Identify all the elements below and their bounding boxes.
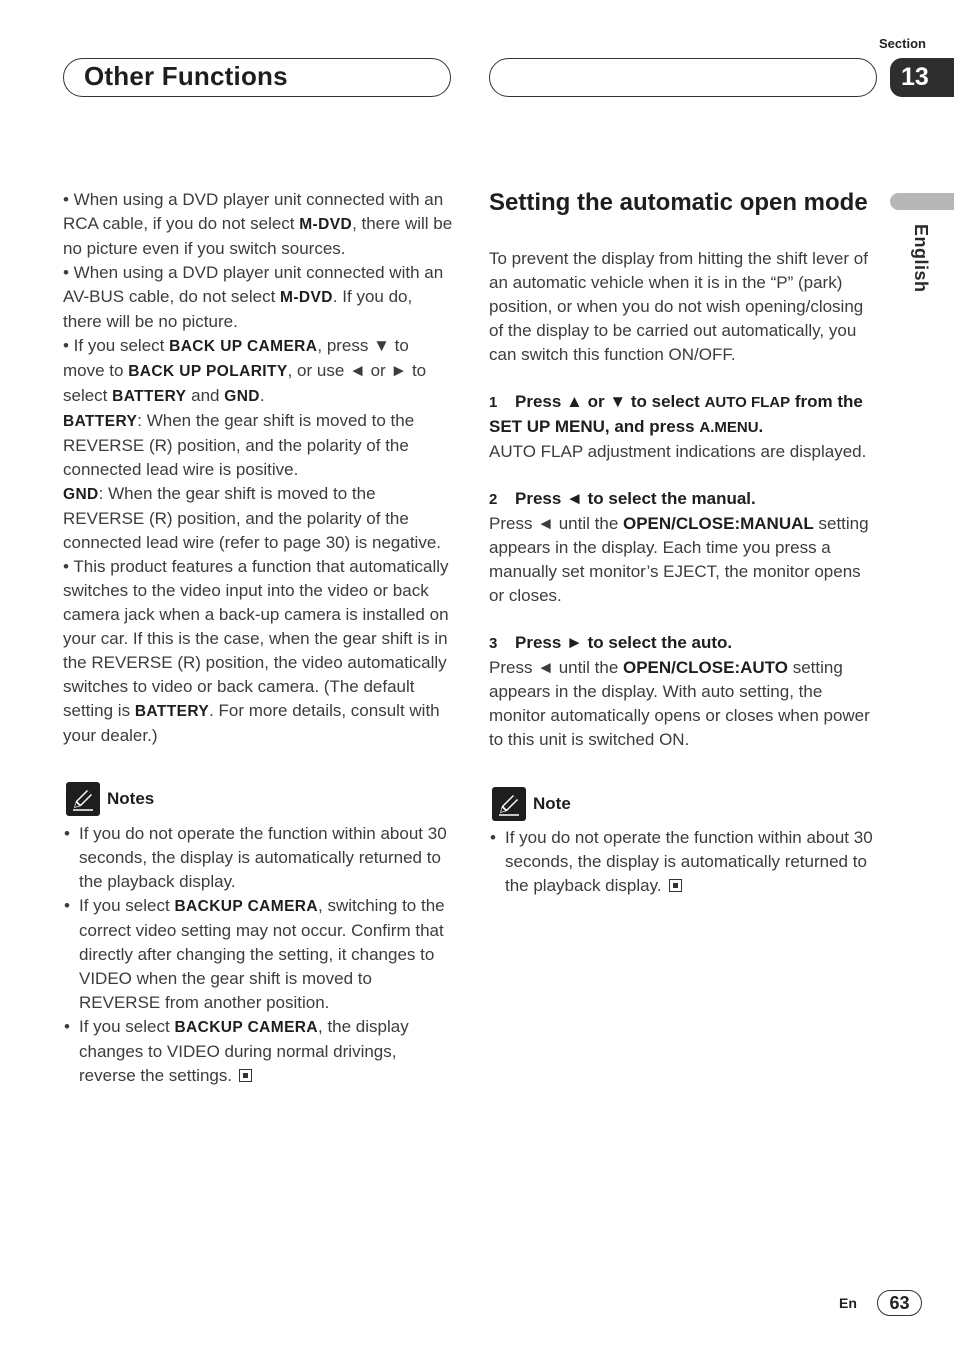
section-label: Section — [879, 36, 926, 51]
paragraph-avbus: • When using a DVD player unit connected with an AV-BUS cable, do not select M-DVD. If you do, there will be no picture. — [63, 263, 444, 331]
note-list — [489, 826, 879, 898]
pencil-icon — [66, 782, 100, 816]
paragraph-rca: • When using a DVD player unit connected with an RCA cable, if you do not select M-DVD, there will be no picture even if you switch sources. — [63, 190, 453, 258]
step-1-title: 1 Press ▲ or ▼ to select AUTO FLAP from the SET UP MENU, and press A.MENU. — [489, 392, 863, 436]
list-item: • If you select BACKUP CAMERA, the display changes to VIDEO during normal drivings, reverse the settings. — [63, 1015, 453, 1088]
step-2-body: Press ◄ until the OPEN/CLOSE:MANUAL setting appears in the display. Each time you press a manually set monitor’s EJECT, the monitor opens or closes. — [489, 514, 869, 605]
right-column — [489, 188, 879, 898]
end-mark-icon — [239, 1069, 252, 1082]
intro-paragraph: To prevent the display from hitting the shift lever of an automatic vehicle when it is in the “P” (park) position, or when you do not wish opening/closing of the display to be carried out automatically, you can switch this function ON/OFF. — [489, 249, 868, 364]
page-number: 63 — [877, 1290, 922, 1316]
section-number-tab: 13 — [890, 58, 954, 97]
page-title: Other Functions — [84, 61, 288, 91]
list-item: • If you select BACKUP CAMERA, switching to the correct video setting may not occur. Confirm that directly after changing the setting, it changes to VIDEO when the gear shift is moved to REVERSE from another position. — [63, 894, 453, 1015]
paragraph-auto-switch: • This product features a function that automatically switches to the video input into the video or back camera jack when a back-up camera is installed on your car. If this is the case, when the gear shift is in the REVERSE (R) position, the video automatically switches to video or back camera. (The default setting is BATTERY. For more details, consult with your dealer.) — [63, 557, 449, 745]
paragraph-backup-camera: • If you select BACK UP CAMERA, press ▼ to move to BACK UP POLARITY, or use ◄ or ► to select BATTERY and GND. — [63, 336, 427, 405]
section-heading: Setting the automatic open mode — [489, 189, 868, 216]
note-heading: Note — [492, 787, 879, 821]
pencil-icon — [492, 787, 526, 821]
paragraph-battery: BATTERY: When the gear shift is moved to the REVERSE (R) position, and the polarity of the connected lead wire is positive. — [63, 411, 415, 479]
header-right-frame — [489, 58, 877, 97]
step-2-title: 2 Press ◄ to select the manual. — [489, 489, 756, 508]
language-tab — [890, 193, 954, 210]
list-item: • If you do not operate the function within about 30 seconds, the display is automatically returned to the playback display. — [489, 826, 879, 898]
list-item: • If you do not operate the function within about 30 seconds, the display is automatically returned to the playback display. — [63, 822, 453, 894]
paragraph-gnd: GND: When the gear shift is moved to the REVERSE (R) position, and the polarity of the connected lead wire (refer to page 30) is negative. — [63, 484, 442, 552]
step-1-body: AUTO FLAP adjustment indications are displayed. — [489, 442, 867, 461]
footer-language: En — [839, 1295, 857, 1311]
language-label: English — [911, 224, 931, 293]
notes-heading: Notes — [66, 782, 453, 816]
notes-list — [63, 822, 453, 1088]
step-3-title: 3 Press ► to select the auto. — [489, 633, 733, 652]
left-column — [63, 188, 453, 1088]
end-mark-icon — [669, 879, 682, 892]
step-3-body: Press ◄ until the OPEN/CLOSE:AUTO setting appears in the display. With auto setting, the monitor automatically opens or closes when power to this unit is switched ON. — [489, 658, 870, 749]
